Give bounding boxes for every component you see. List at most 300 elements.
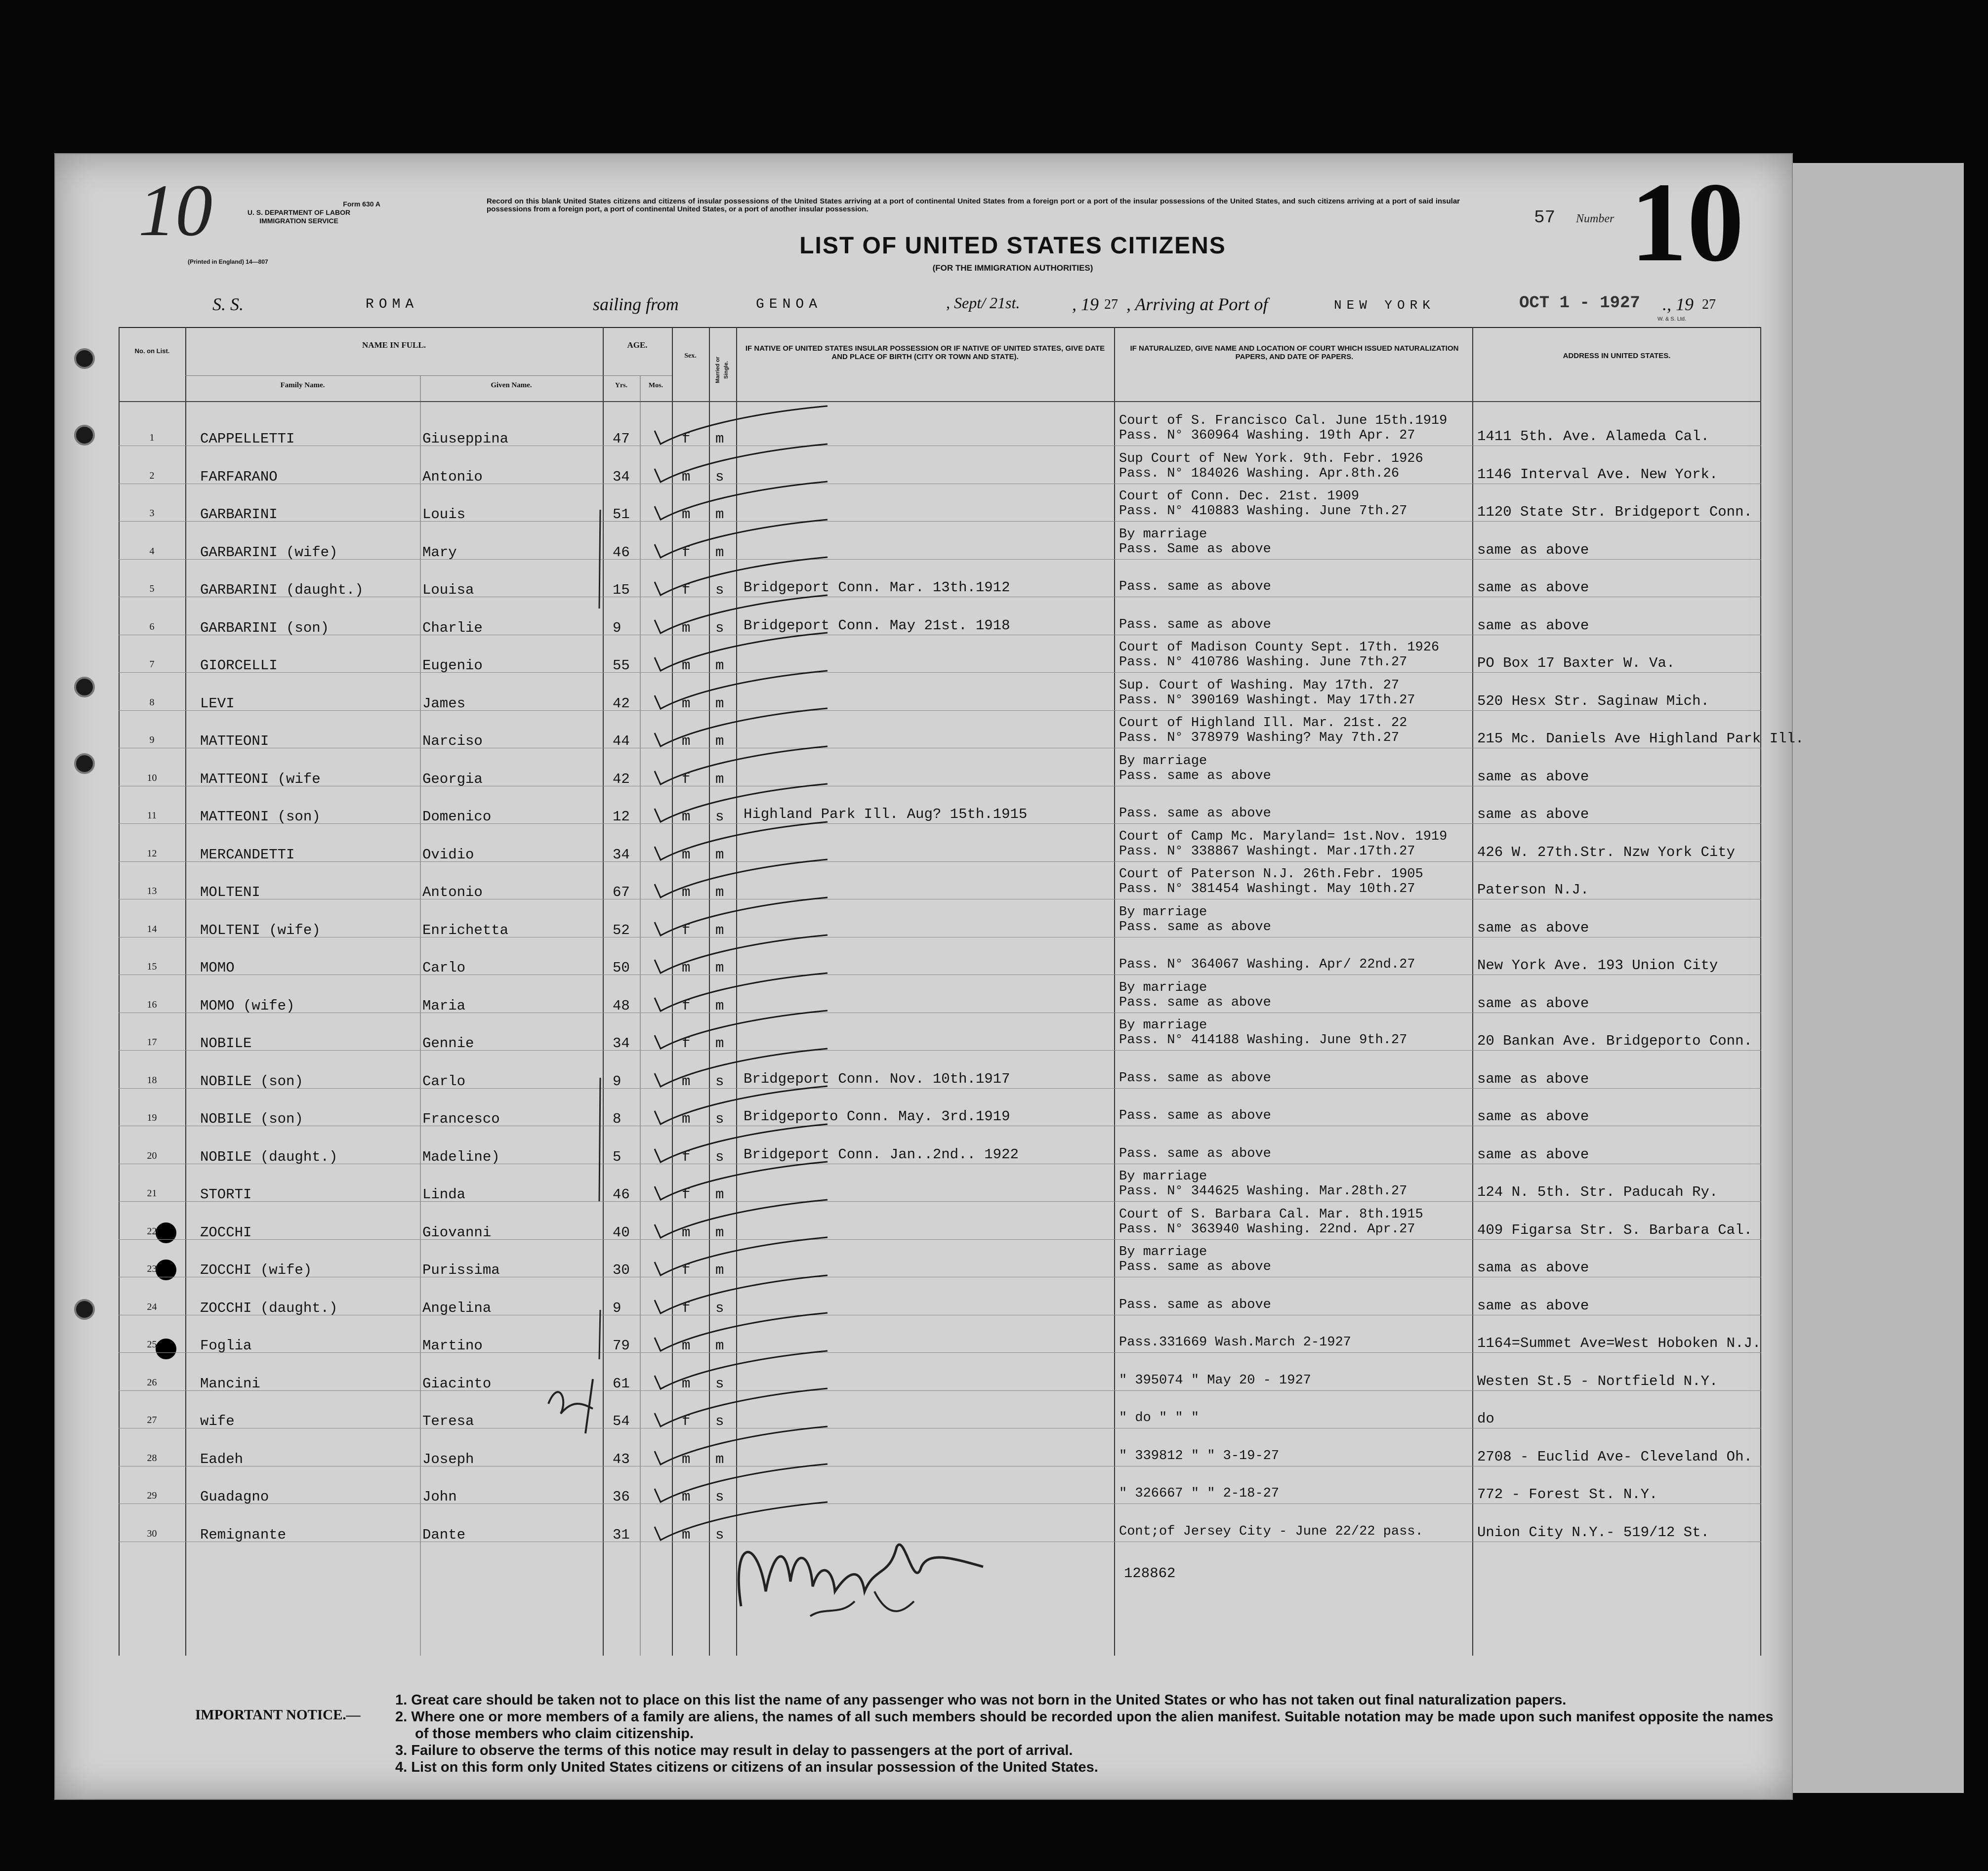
port-from: GENOA (756, 297, 823, 312)
table-row (119, 900, 1761, 937)
sex: m (682, 506, 691, 523)
header-bottom-border (119, 401, 1761, 402)
port-to: NEW YORK (1334, 298, 1435, 313)
row-number: 25 (147, 1339, 157, 1350)
age-years: 34 (613, 846, 630, 863)
given-name: Carlo (422, 960, 466, 976)
marital-status: m (715, 506, 724, 523)
year2: 27 (1702, 297, 1716, 312)
given-name: Antonio (422, 468, 483, 485)
given-name: Giacinto (422, 1375, 492, 1392)
check-stroke (655, 1200, 828, 1238)
col-header-address: ADDRESS IN UNITED STATES. (1563, 352, 1671, 360)
ss-label: S. S. (212, 294, 244, 314)
naturalization-court: By marriage (1119, 1245, 1207, 1260)
check-stroke (655, 595, 828, 633)
table-row (119, 673, 1761, 711)
notice-list (395, 1692, 1779, 1776)
notice-title: IMPORTANT NOTICE.— (195, 1707, 361, 1723)
table-row (119, 1164, 1761, 1202)
naturalization-pass: Pass. N° 184026 Washing. Apr.8th.26 (1119, 466, 1400, 481)
naturalization-pass: Pass. same as above (1119, 1108, 1271, 1123)
marital-status: s (715, 468, 724, 485)
family-name: MATTEONI (200, 733, 269, 749)
row-number: 16 (147, 999, 157, 1010)
table-row (119, 484, 1761, 522)
family-name: CAPPELLETTI (200, 431, 295, 447)
col-header-name: NAME IN FULL. (362, 340, 426, 350)
sex: f (682, 922, 691, 938)
year-prefix: , 19 (1072, 294, 1099, 314)
check-stroke (655, 1351, 828, 1389)
family-name: Guadagno (200, 1489, 269, 1505)
age-years: 15 (613, 582, 630, 598)
naturalization-court: By marriage (1119, 527, 1207, 542)
marital-status: s (715, 809, 724, 825)
age-years: 48 (613, 997, 630, 1014)
form-title: LIST OF UNITED STATES CITIZENS (799, 233, 1226, 259)
family-name: GARBARINI (daught.) (200, 582, 364, 598)
sex: m (682, 846, 691, 863)
family-name: MATTEONI (wife (200, 771, 321, 787)
address: do (1477, 1411, 1494, 1427)
given-name: Purissima (422, 1262, 500, 1278)
address: 1164=Summet Ave=West Hoboken N.J. (1477, 1335, 1761, 1351)
col-header-naturalized: IF NATURALIZED, GIVE NAME AND LOCATION OF COURT WHICH ISSUED NATURALIZATION PAPERS, AND DATE OF PAPERS. (1130, 344, 1459, 361)
naturalization-court: Court of S. Barbara Cal. Mar. 8th.1915 (1119, 1207, 1423, 1222)
birth-place-date: Bridgeport Conn. Mar. 13th.1912 (744, 579, 1010, 596)
check-stroke (655, 1124, 828, 1162)
given-name: Madeline) (422, 1148, 500, 1165)
age-years: 47 (613, 431, 630, 447)
address: 1411 5th. Ave. Alameda Cal. (1477, 428, 1709, 445)
printed-note: (Printed in England) 14—807 (188, 258, 268, 265)
sex: m (682, 1451, 691, 1467)
sex: f (682, 582, 691, 598)
check-stroke (655, 859, 828, 897)
family-name: NOBILE (son) (200, 1111, 303, 1127)
check-stroke (655, 444, 828, 482)
check-stroke (655, 935, 828, 973)
marital-status: s (715, 1111, 724, 1127)
address: 124 N. 5th. Str. Paducah Ry. (1477, 1184, 1718, 1200)
family-name: NOBILE (200, 1035, 252, 1052)
row-number: 21 (147, 1188, 157, 1199)
check-stroke (655, 482, 828, 520)
family-name: ZOCCHI (200, 1224, 252, 1241)
row-number: 27 (147, 1415, 157, 1425)
form-id-block (217, 200, 380, 225)
check-stroke (655, 633, 828, 671)
table-row (119, 976, 1761, 1013)
row-30-pass-number: 128862 (1124, 1565, 1176, 1582)
naturalization-pass: Pass. N° 338867 Washingt. Mar.17th.27 (1119, 844, 1415, 859)
arrival-stamp: OCT 1 - 1927 (1519, 294, 1640, 313)
marital-status: m (715, 733, 724, 749)
marital-status: s (715, 582, 724, 598)
given-name: Narciso (422, 733, 483, 749)
given-name: Louis (422, 506, 466, 523)
birth-place-date: Bridgeport Conn. May 21st. 1918 (744, 617, 1010, 634)
given-name: Martino (422, 1338, 483, 1354)
col-header-given: Given Name. (491, 381, 532, 389)
table-row (119, 447, 1761, 484)
address: same as above (1477, 1070, 1589, 1087)
row-number: 10 (147, 772, 157, 783)
naturalization-pass: Pass. same as above (1119, 806, 1271, 821)
given-name: Gennie (422, 1035, 474, 1052)
col-header-no: No. on List. (134, 347, 170, 355)
col-header-family: Family Name. (280, 381, 325, 389)
marital-status: m (715, 544, 724, 561)
given-name: Giovanni (422, 1224, 492, 1241)
sex: f (682, 1413, 691, 1429)
address: same as above (1477, 919, 1589, 936)
naturalization-pass: Pass. same as above (1119, 768, 1271, 783)
address: same as above (1477, 617, 1589, 634)
page-edge (1791, 163, 1964, 1793)
department: U. S. DEPARTMENT OF LABOR (247, 208, 351, 216)
table-row (119, 635, 1761, 673)
address: same as above (1477, 541, 1589, 558)
check-stroke (655, 1426, 828, 1464)
age-years: 40 (613, 1224, 630, 1241)
family-name: GIORCELLI (200, 657, 278, 674)
naturalization-court: Court of Camp Mc. Maryland= 1st.Nov. 1919 (1119, 829, 1448, 844)
table-row (119, 711, 1804, 749)
given-name: John (422, 1489, 457, 1505)
row-number: 18 (147, 1074, 157, 1086)
row-number: 12 (147, 848, 157, 859)
address: New York Ave. 193 Union City (1477, 957, 1718, 974)
table-row (119, 824, 1761, 862)
form-subtitle: (FOR THE IMMIGRATION AUTHORITIES) (932, 263, 1093, 273)
binder-hole (74, 1299, 95, 1320)
check-stroke (655, 708, 828, 746)
check-stroke (655, 1049, 828, 1087)
row-number: 28 (147, 1452, 157, 1464)
check-stroke (655, 1086, 828, 1124)
check-stroke (655, 973, 828, 1011)
sex: m (682, 695, 691, 712)
notice-item-4: 4. List on this form only United States citizens or citizens of an insular possession of the United States. (395, 1759, 1098, 1775)
check-stroke (655, 520, 828, 558)
address: sama as above (1477, 1260, 1589, 1276)
address: 1120 State Str. Bridgeport Conn. (1477, 504, 1752, 520)
row-number: 19 (147, 1112, 157, 1123)
sailing-date: , Sept/ 21st. (946, 294, 1020, 312)
address: same as above (1477, 1108, 1589, 1125)
naturalization-court: Court of Paterson N.J. 26th.Febr. 1905 (1119, 867, 1423, 882)
table-row (119, 1353, 1761, 1391)
check-stroke (655, 1388, 828, 1426)
family-name: ZOCCHI (wife) (200, 1262, 312, 1278)
marital-status: m (715, 997, 724, 1014)
row-number: 14 (147, 923, 157, 935)
family-name: MOMO (200, 960, 235, 976)
naturalization-pass: " do " " " (1119, 1411, 1200, 1425)
age-years: 9 (613, 1300, 621, 1316)
voyage-line (212, 294, 1744, 319)
naturalization-court: Sup Court of New York. 9th. Febr. 1926 (1119, 451, 1423, 466)
naturalization-pass: Pass. N° 381454 Washingt. May 10th.27 (1119, 882, 1415, 896)
sex: m (682, 884, 691, 900)
family-name: MATTEONI (son) (200, 809, 321, 825)
naturalization-court: By marriage (1119, 980, 1207, 995)
sailing-label: sailing from (593, 294, 679, 314)
age-years: 34 (613, 468, 630, 485)
age-years: 79 (613, 1338, 630, 1354)
family-name: MOLTENI (200, 884, 260, 900)
name-subheader-line (185, 375, 603, 376)
age-years: 5 (613, 1148, 621, 1165)
naturalization-pass: Pass. same as above (1119, 1297, 1271, 1312)
row-number: 29 (147, 1490, 157, 1501)
family-name: wife (200, 1413, 235, 1429)
naturalization-court: Court of Conn. Dec. 21st. 1909 (1119, 489, 1360, 504)
address: 2708 - Euclid Ave- Cleveland Oh. (1477, 1448, 1752, 1465)
table-row (119, 1202, 1761, 1240)
row-number: 1 (149, 432, 155, 443)
year: 27 (1104, 297, 1118, 312)
sex: m (682, 809, 691, 825)
age-years: 12 (613, 809, 630, 825)
marital-status: m (715, 846, 724, 863)
naturalization-pass: Pass. Same as above (1119, 541, 1271, 557)
naturalization-court: By marriage (1119, 753, 1207, 769)
sex: m (682, 657, 691, 674)
check-stroke (655, 822, 828, 860)
row-number: 20 (147, 1150, 157, 1161)
age-years: 54 (613, 1413, 630, 1429)
row-number: 13 (147, 886, 157, 896)
age-years: 8 (613, 1111, 621, 1127)
marital-status: m (715, 1186, 724, 1203)
marital-status: s (715, 1148, 724, 1165)
check-stroke (655, 897, 828, 936)
table-row (119, 749, 1761, 786)
form-instructions: Record on this blank United States citizens and citizens of insular possessions of the United States arriving at a port of continental United States from a foreign port or a port of the insular possessions of the United States, and such citizens arriving at a port of said insular possessions from a foreign port, a port of continental United States, or a port of another insular possession. (487, 197, 1460, 213)
row-number: 9 (149, 734, 155, 745)
address: 426 W. 27th.Str. Nzw York City (1477, 844, 1736, 860)
marital-status: m (715, 922, 724, 938)
given-name: Louisa (422, 582, 474, 598)
sex: m (682, 1489, 691, 1505)
table-row (119, 408, 1761, 446)
marital-status: s (715, 1526, 724, 1543)
service: IMMIGRATION SERVICE (259, 217, 338, 225)
naturalization-pass: Pass. N° 378979 Washing? May 7th.27 (1119, 731, 1400, 745)
list-number: 10 (1630, 159, 1744, 285)
address: same as above (1477, 1146, 1589, 1163)
address: 409 Figarsa Str. S. Barbara Cal. (1477, 1221, 1752, 1238)
marital-status: m (715, 884, 724, 900)
age-years: 51 (613, 506, 630, 523)
marital-status: s (715, 1375, 724, 1392)
age-years: 31 (613, 1526, 630, 1543)
binder-hole (74, 348, 95, 369)
age-years: 36 (613, 1489, 630, 1505)
age-years: 9 (613, 1073, 621, 1090)
family-name: Mancini (200, 1375, 260, 1392)
birth-place-date: Bridgeporto Conn. May. 3rd.1919 (744, 1108, 1010, 1125)
table-row (119, 1240, 1761, 1277)
address: same as above (1477, 1297, 1589, 1314)
table-row (119, 1278, 1761, 1315)
check-stroke (655, 557, 828, 595)
naturalization-court: Sup. Court of Washing. May 17th. 27 (1119, 678, 1400, 693)
binder-hole (74, 753, 95, 774)
age-years: 52 (613, 922, 630, 938)
sex: m (682, 960, 691, 976)
naturalization-court: By marriage (1119, 1018, 1207, 1033)
given-name: Domenico (422, 809, 492, 825)
given-name: Georgia (422, 771, 483, 787)
family-name: STORTI (200, 1186, 252, 1203)
address: same as above (1477, 995, 1589, 1012)
marital-status: m (715, 771, 724, 787)
marital-status: s (715, 1413, 724, 1429)
age-years: 30 (613, 1262, 630, 1278)
naturalization-court: Court of Madison County Sept. 17th. 1926 (1119, 640, 1440, 655)
family-name: GARBARINI (son) (200, 619, 330, 636)
table-row (119, 1315, 1761, 1353)
sex: f (682, 1300, 691, 1316)
address: Paterson N.J. (1477, 882, 1589, 898)
address: 1146 Interval Ave. New York. (1477, 466, 1718, 483)
row-number: 23 (147, 1263, 157, 1274)
naturalization-pass: " 339812 " " 3-19-27 (1119, 1448, 1280, 1464)
number-label: Number (1576, 212, 1615, 225)
sex: m (682, 1338, 691, 1354)
age-subheader-line (603, 375, 672, 376)
check-stroke (655, 746, 828, 784)
given-name: Teresa (422, 1413, 474, 1429)
naturalization-pass: Pass. same as above (1119, 1260, 1271, 1274)
notice-item-3: 3. Failure to observe the terms of this notice may result in delay to passengers at the port of arrival. (395, 1743, 1073, 1758)
sex: f (682, 1148, 691, 1165)
table-row (119, 862, 1761, 899)
naturalization-pass: Pass. same as above (1119, 1146, 1271, 1161)
sex: m (682, 1526, 691, 1543)
sex: m (682, 1224, 691, 1241)
check-stroke (655, 784, 828, 822)
birth-place-date: Bridgeport Conn. Jan..2nd.. 1922 (744, 1146, 1019, 1163)
sex: f (682, 1186, 691, 1203)
marital-status: m (715, 431, 724, 447)
check-stroke (655, 1011, 828, 1049)
row-number: 11 (147, 810, 157, 821)
given-name: Antonio (422, 884, 483, 900)
sex: f (682, 544, 691, 561)
birth-place-date: Highland Park Ill. Aug? 15th.1915 (744, 806, 1028, 822)
row-number: 6 (149, 621, 155, 632)
naturalization-pass: Pass. N° 364067 Washing. Apr/ 22nd.27 (1119, 957, 1415, 972)
check-stroke (655, 1275, 828, 1313)
age-years: 67 (613, 884, 630, 900)
naturalization-pass: Pass. N° 410786 Washing. June 7th.27 (1119, 655, 1408, 670)
address: Union City N.Y.- 519/12 St. (1477, 1524, 1709, 1541)
naturalization-pass: Pass. N° 390169 Washingt. May 17th.27 (1119, 692, 1415, 708)
row-number: 17 (147, 1037, 157, 1048)
notice-item-1: 1. Great care should be taken not to place on this list the name of any passenger who was not born in the United States or who has not taken out final naturalization papers. (395, 1692, 1567, 1708)
naturalization-pass: Pass.331669 Wash.March 2-1927 (1119, 1335, 1351, 1350)
marital-status: m (715, 960, 724, 976)
sex: f (682, 1035, 691, 1052)
row-number: 22 (147, 1225, 157, 1237)
marital-status: m (715, 1451, 724, 1467)
printer-mark: W. & S. Ltd. (1657, 316, 1687, 322)
naturalization-court: Court of S. Francisco Cal. June 15th.1919 (1119, 413, 1448, 428)
age-years: 44 (613, 733, 630, 749)
check-stroke (655, 1162, 828, 1200)
age-years: 50 (613, 960, 630, 976)
birth-place-date: Bridgeport Conn. Nov. 10th.1917 (744, 1070, 1010, 1087)
year-prefix2: ., 19 (1662, 294, 1694, 314)
given-name: Enrichetta (422, 922, 509, 938)
family-name: Eadeh (200, 1451, 244, 1467)
given-name: Ovidio (422, 846, 474, 863)
age-years: 46 (613, 544, 630, 561)
col-header-married: Married or Single. (715, 357, 729, 383)
given-name: Francesco (422, 1111, 500, 1127)
check-stroke (655, 1237, 828, 1275)
passenger-table (119, 327, 1804, 1656)
sex: m (682, 733, 691, 749)
handwritten-sheet-number: 10 (138, 169, 212, 251)
address: PO Box 17 Baxter W. Va. (1477, 655, 1675, 671)
row-number: 8 (149, 696, 155, 708)
table-row (119, 937, 1761, 975)
naturalization-pass: Pass. N° 410883 Washing. June 7th.27 (1119, 504, 1408, 519)
family-name: FARFARANO (200, 468, 278, 485)
naturalization-pass: Pass. N° 360964 Washing. 19th Apr. 27 (1119, 428, 1415, 443)
marital-status: s (715, 1073, 724, 1090)
address: 20 Bankan Ave. Bridgeporto Conn. (1477, 1033, 1752, 1049)
naturalization-pass: Pass. same as above (1119, 919, 1271, 935)
naturalization-pass: " 326667 " " 2-18-27 (1119, 1486, 1280, 1501)
given-name: Linda (422, 1186, 466, 1203)
given-name: Carlo (422, 1073, 466, 1090)
naturalization-pass: Pass. N° 363940 Washing. 22nd. Apr.27 (1119, 1221, 1415, 1237)
ship-name: ROMA (366, 297, 419, 312)
binder-hole (74, 677, 95, 697)
address: same as above (1477, 806, 1589, 822)
family-name: GARBARINI (wife) (200, 544, 338, 561)
family-name: NOBILE (son) (200, 1073, 303, 1090)
table-row (119, 1127, 1761, 1164)
naturalization-pass: Pass. N° 344625 Washing. Mar.28th.27 (1119, 1184, 1408, 1199)
table-row (119, 1089, 1761, 1126)
age-years: 61 (613, 1375, 630, 1392)
naturalization-pass: Pass. same as above (1119, 1070, 1271, 1086)
row-number: 26 (147, 1377, 157, 1388)
naturalization-court: By marriage (1119, 1169, 1207, 1184)
age-years: 46 (613, 1186, 630, 1203)
address: Westen St.5 - Nortfield N.Y. (1477, 1373, 1718, 1389)
row-number: 3 (149, 508, 155, 519)
sex: m (682, 1073, 691, 1090)
check-stroke (655, 1313, 828, 1351)
given-name: Dante (422, 1526, 466, 1543)
naturalization-pass: Pass. same as above (1119, 617, 1271, 632)
marital-status: m (715, 1262, 724, 1278)
age-years: 42 (613, 695, 630, 712)
sex: f (682, 431, 691, 447)
naturalization-pass: Pass. same as above (1119, 579, 1271, 594)
table-row (119, 522, 1761, 560)
col-header-yrs: Yrs. (615, 382, 628, 389)
